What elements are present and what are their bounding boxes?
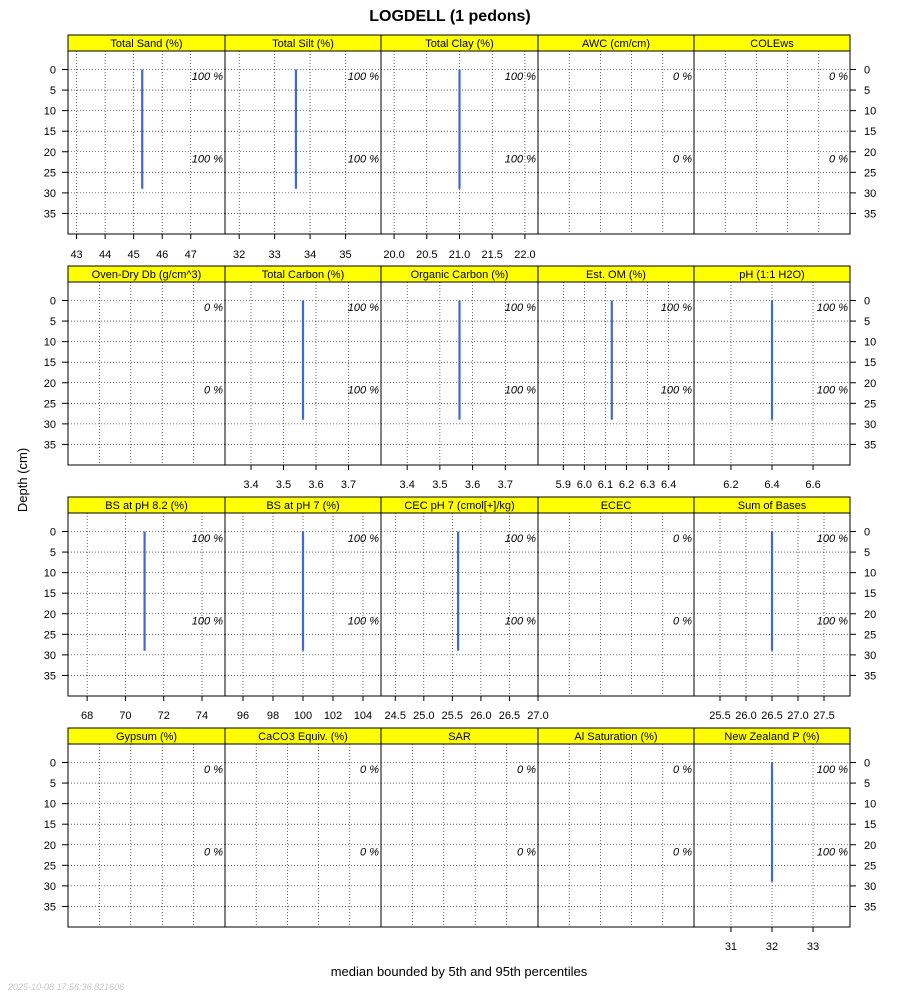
x-tick-label: 45 (127, 249, 140, 261)
depth-tick-label-left: 25 (43, 167, 56, 180)
panel-4 (538, 35, 694, 234)
panel-12 (225, 497, 381, 722)
depth-axis-row-4 (44, 758, 877, 914)
x-tick-label: 26.5 (498, 710, 521, 722)
pct-bottom-label: 100 % (347, 384, 379, 397)
panel-title: pH (1:1 H2O) (739, 269, 805, 281)
x-tick-label: 70 (119, 710, 132, 722)
pct-top-label: 0 % (204, 302, 223, 315)
depth-tick-label-right: 35 (864, 208, 877, 221)
depth-tick-label-right: 25 (864, 398, 877, 411)
timestamp-label: 2025-10-08 17:56:36.821606 (8, 982, 125, 992)
y-axis-label: Depth (cm) (15, 447, 30, 513)
panel-6 (68, 266, 225, 465)
depth-tick-label-left: 5 (49, 85, 56, 98)
x-tick-label: 27.0 (527, 710, 549, 722)
panel-border (538, 513, 694, 696)
panel-border (68, 282, 225, 465)
depth-tick-label-right: 15 (864, 588, 877, 601)
panel-border (68, 744, 225, 927)
pct-top-label: 100 % (504, 533, 536, 546)
panel-13 (381, 497, 549, 722)
panel-11 (68, 497, 225, 722)
pct-top-label: 0 % (673, 71, 692, 84)
depth-tick-label-left: 25 (43, 398, 56, 411)
pct-bottom-label: 100 % (816, 615, 848, 628)
x-tick-label: 27.0 (787, 710, 809, 722)
panel-16 (68, 728, 225, 927)
x-tick-label: 22.0 (514, 249, 536, 261)
pct-top-label: 100 % (816, 302, 848, 315)
depth-tick-label-right: 25 (864, 860, 877, 873)
depth-tick-label-left: 35 (43, 208, 56, 221)
panel-title: ECEC (600, 500, 632, 512)
pct-top-label: 0 % (360, 764, 379, 777)
depth-tick-label-left: 5 (49, 316, 56, 329)
depth-tick-label-right: 15 (864, 819, 877, 832)
x-tick-label: 34 (303, 249, 317, 261)
panel-9 (538, 266, 694, 491)
depth-tick-label-left: 15 (43, 588, 56, 601)
pct-bottom-label: 100 % (191, 153, 223, 166)
pct-bottom-label: 0 % (673, 615, 692, 628)
panel-title: Sum of Bases (737, 500, 807, 512)
x-tick-label: 6.1 (597, 479, 614, 491)
depth-tick-label-right: 25 (864, 167, 877, 180)
panel-title: Total Sand (%) (110, 38, 183, 50)
panel-14 (538, 497, 694, 696)
panel-title: COLEws (750, 38, 794, 50)
depth-tick-label-left: 20 (43, 377, 56, 390)
panel-17 (225, 728, 381, 927)
panel-8 (381, 266, 538, 491)
x-tick-label: 3.7 (497, 479, 513, 491)
x-tick-label: 72 (157, 710, 170, 722)
pct-top-label: 100 % (660, 302, 692, 315)
x-tick-label: 33 (268, 249, 281, 261)
depth-tick-label-left: 25 (43, 860, 56, 873)
pct-bottom-label: 100 % (347, 153, 379, 166)
depth-axis-row-3 (44, 527, 877, 683)
x-tick-label: 32 (233, 249, 246, 261)
x-tick-label: 98 (266, 710, 280, 722)
pct-top-label: 100 % (816, 764, 848, 777)
x-tick-label: 33 (806, 941, 820, 953)
pct-bottom-label: 100 % (504, 384, 536, 397)
depth-tick-label-right: 30 (864, 418, 877, 431)
depth-tick-label-left: 5 (49, 778, 56, 791)
pct-bottom-label: 0 % (204, 846, 223, 859)
depth-tick-label-left: 0 (49, 757, 56, 770)
x-tick-label: 5.9 (555, 479, 571, 491)
pct-bottom-label: 100 % (191, 615, 223, 628)
panel-title: Organic Carbon (%) (410, 269, 509, 281)
x-tick-label: 46 (156, 249, 169, 261)
depth-tick-label-left: 0 (49, 295, 56, 308)
depth-tick-label-left: 15 (43, 819, 56, 832)
panel-10 (694, 266, 850, 491)
depth-tick-label-right: 20 (864, 608, 877, 621)
depth-tick-label-left: 10 (43, 567, 56, 580)
depth-tick-label-right: 5 (864, 85, 871, 98)
depth-tick-label-right: 5 (864, 547, 871, 560)
pct-bottom-label: 100 % (347, 615, 379, 628)
depth-tick-label-right: 20 (864, 146, 877, 159)
x-tick-label: 3.5 (432, 479, 448, 491)
figure-title: LOGDELL (1 pedons) (369, 8, 531, 25)
x-tick-label: 3.7 (340, 479, 357, 491)
depth-tick-label-left: 10 (43, 336, 56, 349)
x-tick-label: 6.2 (723, 479, 739, 491)
pct-top-label: 100 % (191, 533, 223, 546)
x-tick-label: 24.5 (384, 710, 406, 722)
depth-tick-label-left: 20 (43, 608, 56, 621)
panel-title: Total Clay (%) (425, 38, 494, 50)
x-tick-label: 26.0 (735, 710, 757, 722)
pct-top-label: 0 % (204, 764, 223, 777)
panel-1 (68, 35, 225, 261)
depth-tick-label-left: 10 (43, 105, 56, 118)
x-tick-label: 20.5 (416, 249, 438, 261)
depth-tick-label-left: 35 (43, 670, 56, 683)
pct-top-label: 100 % (816, 533, 848, 546)
depth-tick-label-left: 35 (43, 439, 56, 452)
x-tick-label: 6.3 (639, 479, 656, 491)
x-tick-label: 104 (353, 710, 373, 722)
x-tick-label: 26.0 (470, 710, 492, 722)
pct-bottom-label: 100 % (504, 615, 536, 628)
depth-tick-label-left: 35 (43, 901, 56, 914)
pct-top-label: 100 % (347, 533, 379, 546)
x-tick-label: 25.5 (441, 710, 464, 722)
panel-title: Total Carbon (%) (261, 269, 345, 281)
pct-top-label: 100 % (347, 71, 379, 84)
pct-bottom-label: 100 % (504, 153, 536, 166)
panel-border (538, 744, 694, 927)
panel-title: Total Silt (%) (272, 38, 334, 50)
panel-2 (225, 35, 381, 261)
pct-bottom-label: 0 % (204, 384, 223, 397)
depth-tick-label-left: 20 (43, 839, 56, 852)
x-tick-label: 3.4 (243, 479, 259, 491)
pct-bottom-label: 100 % (816, 384, 848, 397)
x-tick-label: 43 (70, 249, 83, 261)
depth-tick-label-left: 15 (43, 126, 56, 139)
x-tick-label: 6.0 (576, 479, 593, 491)
x-tick-label: 68 (81, 710, 94, 722)
depth-tick-label-right: 0 (864, 295, 871, 308)
panel-title: BS at pH 7 (%) (266, 500, 340, 512)
pct-top-label: 100 % (504, 302, 536, 315)
depth-tick-label-left: 0 (49, 64, 56, 77)
x-tick-label: 25.0 (413, 710, 435, 722)
pct-bottom-label: 0 % (360, 846, 379, 859)
depth-tick-label-right: 30 (864, 649, 877, 662)
panel-7 (225, 266, 381, 491)
pct-top-label: 100 % (191, 71, 223, 84)
pct-bottom-label: 0 % (673, 153, 692, 166)
depth-tick-label-left: 10 (43, 798, 56, 811)
x-tick-label: 96 (236, 710, 250, 722)
x-tick-label: 3.6 (308, 479, 324, 491)
depth-tick-label-right: 0 (864, 757, 871, 770)
depth-tick-label-right: 20 (864, 377, 877, 390)
depth-tick-label-right: 35 (864, 670, 877, 683)
panel-15 (694, 497, 850, 722)
depth-tick-label-right: 20 (864, 839, 877, 852)
depth-tick-label-left: 30 (43, 418, 56, 431)
panel-border (381, 744, 538, 927)
panel-3 (381, 35, 538, 261)
depth-tick-label-left: 25 (43, 629, 56, 642)
pct-bottom-label: 0 % (829, 153, 848, 166)
depth-tick-label-right: 30 (864, 187, 877, 200)
depth-tick-label-right: 5 (864, 316, 871, 329)
depth-tick-label-right: 35 (864, 439, 877, 452)
panel-20 (694, 728, 850, 953)
panel-title: New Zealand P (%) (724, 731, 820, 743)
depth-tick-label-right: 25 (864, 629, 877, 642)
panel-border (538, 51, 694, 234)
depth-tick-label-left: 5 (49, 547, 56, 560)
depth-tick-label-right: 0 (864, 64, 871, 77)
panel-title: CEC pH 7 (cmol[+]/kg) (404, 500, 515, 512)
pct-bottom-label: 0 % (673, 846, 692, 859)
pct-bottom-label: 100 % (660, 384, 692, 397)
panel-5 (694, 35, 850, 234)
depth-tick-label-right: 10 (864, 567, 877, 580)
x-tick-label: 6.2 (618, 479, 635, 491)
depth-tick-label-right: 35 (864, 901, 877, 914)
x-tick-label: 26.5 (761, 710, 783, 722)
x-tick-label: 74 (195, 710, 209, 722)
x-tick-label: 3.6 (464, 479, 481, 491)
panel-title: Gypsum (%) (115, 731, 178, 743)
panel-title: SAR (448, 731, 471, 743)
depth-tick-label-left: 0 (49, 526, 56, 539)
depth-tick-label-right: 30 (864, 880, 877, 893)
pct-bottom-label: 100 % (816, 846, 848, 859)
x-tick-label: 100 (293, 710, 313, 722)
pct-top-label: 0 % (673, 764, 692, 777)
pct-top-label: 0 % (829, 71, 848, 84)
depth-tick-label-left: 20 (43, 146, 56, 159)
x-tick-label: 31 (724, 941, 738, 953)
depth-tick-label-right: 10 (864, 336, 877, 349)
pct-top-label: 100 % (504, 71, 536, 84)
x-tick-label: 35 (339, 249, 352, 261)
x-tick-label: 6.6 (805, 479, 821, 491)
pct-top-label: 100 % (347, 302, 379, 315)
panel-title: BS at pH 8.2 (%) (105, 500, 188, 512)
depth-tick-label-right: 15 (864, 357, 877, 370)
panel-grid (44, 35, 877, 953)
panel-title: Al Saturation (%) (574, 731, 658, 743)
depth-tick-label-right: 15 (864, 126, 877, 139)
panel-18 (381, 728, 538, 927)
panel-19 (538, 728, 694, 927)
x-tick-label: 6.4 (764, 479, 780, 491)
x-axis-label: median bounded by 5th and 95th percentiles (330, 964, 588, 979)
x-tick-label: 21.0 (448, 249, 471, 261)
pct-top-label: 0 % (673, 533, 692, 546)
x-tick-label: 44 (98, 249, 112, 261)
depth-tick-label-left: 30 (43, 187, 56, 200)
x-tick-label: 6.4 (661, 479, 677, 491)
x-tick-label: 21.5 (481, 249, 503, 261)
depth-tick-label-left: 30 (43, 649, 56, 662)
panel-title: CaCO3 Equiv. (%) (258, 731, 348, 743)
depth-tick-label-right: 5 (864, 778, 871, 791)
depth-tick-label-left: 15 (43, 357, 56, 370)
depth-tick-label-right: 10 (864, 105, 877, 118)
x-tick-label: 32 (765, 941, 779, 953)
panel-border (694, 51, 850, 234)
panel-title: Oven-Dry Db (g/cm^3) (91, 269, 202, 281)
x-tick-label: 20.0 (383, 249, 405, 261)
pct-bottom-label: 0 % (517, 846, 536, 859)
panel-title: Est. OM (%) (586, 269, 646, 281)
x-tick-label: 27.5 (813, 710, 835, 722)
depth-tick-label-right: 0 (864, 526, 871, 539)
x-tick-label: 25.5 (709, 710, 731, 722)
x-tick-label: 3.5 (275, 479, 292, 491)
pct-top-label: 0 % (517, 764, 536, 777)
depth-tick-label-left: 30 (43, 880, 56, 893)
x-tick-label: 3.4 (399, 479, 415, 491)
x-tick-label: 47 (184, 249, 197, 261)
panel-title: AWC (cm/cm) (581, 38, 651, 50)
depth-tick-label-right: 10 (864, 798, 877, 811)
x-tick-label: 102 (323, 710, 343, 722)
panel-border (225, 744, 381, 927)
